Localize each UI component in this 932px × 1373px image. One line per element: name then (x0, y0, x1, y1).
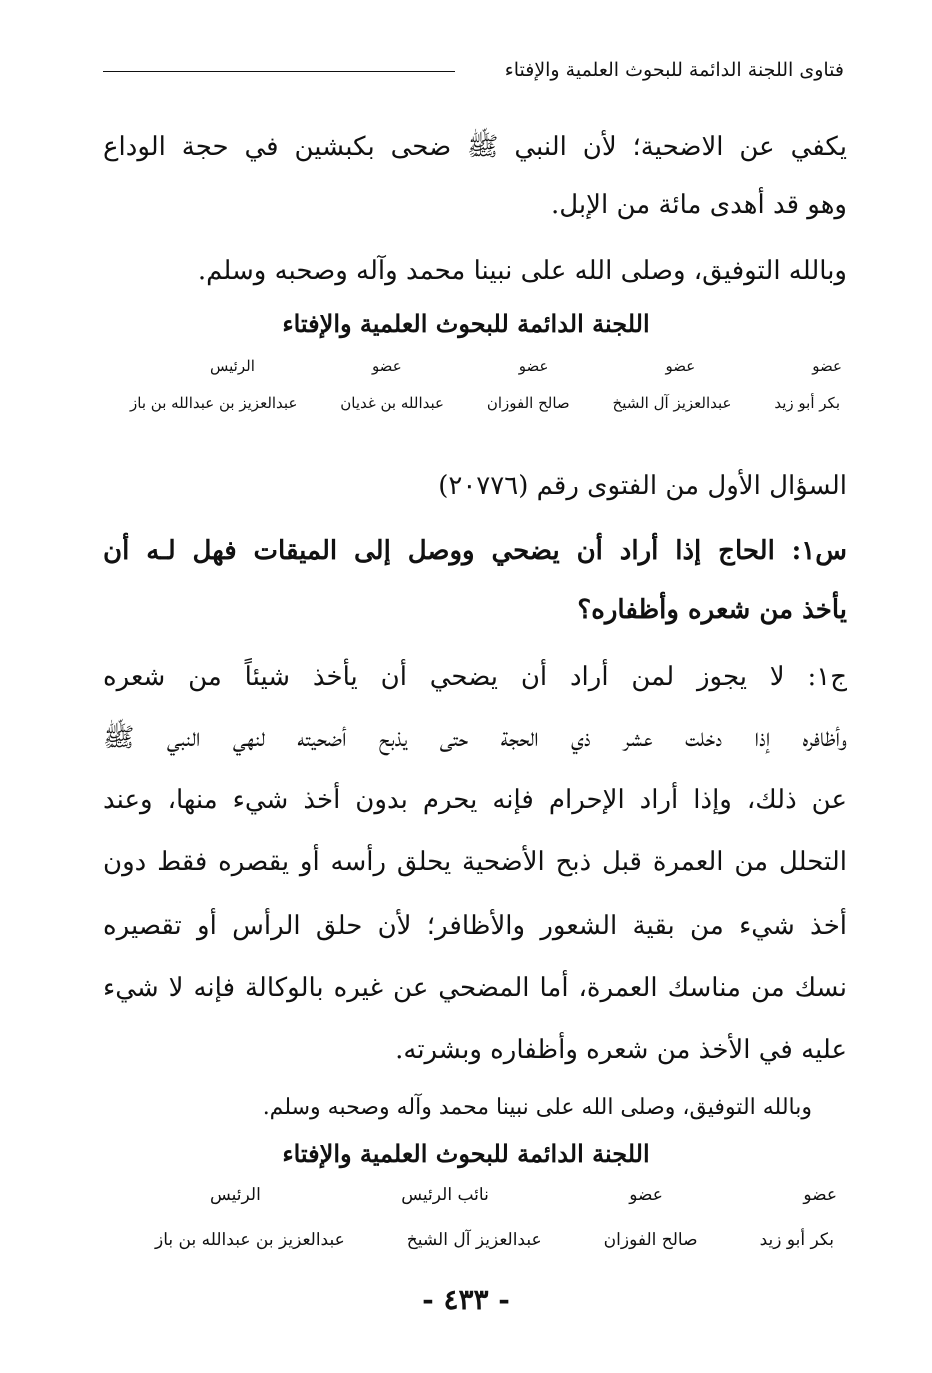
page-number: - ٤٣٣ - (422, 1283, 510, 1316)
committee-1-member-name: عبدالله بن غديان (340, 394, 444, 412)
fatwa-closing: وبالله التوفيق، وصلى الله على نبينا محمد وآله وصحبه وسلم. (262, 1095, 812, 1120)
previous-answer-line-2: وهو قد أهدى مائة من الإبل. (550, 190, 847, 220)
committee-2-president-name: عبدالعزيز بن عبدالله بن باز (155, 1230, 345, 1250)
question-line-1: س١: الحاج إذا أراد أن يضحي ووصل إلى الميقات فهل لـه أن (103, 536, 847, 566)
committee-2-roles (210, 1183, 837, 1207)
committee-title-1: اللجنة الدائمة للبحوث العلمية والإفتاء (282, 309, 650, 338)
committee-1-member-name: عبدالعزيز آل الشيخ (612, 394, 732, 412)
answer-line-6: نسك من مناسك العمرة، أما المضحي عن غيره بالوكالة فإنه لا شيء (103, 973, 847, 1003)
committee-2-role: عضو (803, 1185, 837, 1205)
committee-title-2: اللجنة الدائمة للبحوث العلمية والإفتاء (282, 1139, 650, 1168)
running-header-title: فتاوى اللجنة الدائمة للبحوث العلمية والإفتاء (504, 59, 844, 81)
fatwa-heading: السؤال الأول من الفتوى رقم (٢٠٧٧٦) (438, 471, 847, 501)
answer-line-4: التحلل من العمرة قبل ذبح الأضحية يحلق رأسه أو يقصره فقط دون (103, 847, 847, 877)
committee-1-member-name: صالح الفوزان (486, 394, 570, 412)
committee-2-role: عضو (629, 1185, 663, 1205)
committee-1-roles (210, 354, 842, 378)
committee-1-role: عضو (812, 357, 842, 375)
header-rule (103, 71, 455, 72)
committee-1-president-name: عبدالعزيز بن عبدالله بن باز (130, 394, 298, 412)
committee-1-member-name: بكر أبو زيد (774, 394, 840, 412)
committee-2-vice-president-name: عبدالعزيز آل الشيخ (406, 1230, 542, 1250)
committee-2-role-president: الرئيس (210, 1185, 261, 1205)
answer-line-1: ج١: لا يجوز لمن أراد أن يضحي أن يأخذ شيئاً من شعره (103, 662, 847, 692)
previous-answer-closing: وبالله التوفيق، وصلى الله على نبينا محمد وآله وصحبه وسلم. (197, 256, 847, 286)
answer-line-7: عليه في الأخذ من شعره وأظفاره وبشرته. (395, 1035, 847, 1065)
committee-1-role: عضو (665, 357, 696, 375)
question-line-2: يأخذ من شعره وأظفاره؟ (577, 595, 847, 625)
committee-1-names (130, 391, 840, 415)
committee-2-role-vice-president: نائب الرئيس (401, 1185, 489, 1205)
answer-line-3: عن ذلك، وإذا أراد الإحرام فإنه يحرم بدون أخذ شيء منها، وعند (103, 785, 847, 815)
answer-line-5: أخذ شيء من بقية الشعور والأظافر؛ لأن حلق الرأس أو تقصيره (103, 911, 848, 941)
committee-2-member-name: بكر أبو زيد (759, 1230, 834, 1250)
committee-1-role: عضو (371, 357, 402, 375)
committee-1-role: عضو (518, 357, 549, 375)
previous-answer-line-1: يكفي عن الاضحية؛ لأن النبي ﷺ ضحى بكبشين في حجة الوداع (103, 132, 847, 162)
answer-line-2: وأظافره إذا دخلت عشر ذي الحجة حتى يذبح أضحيته لنهي النبي ﷺ (103, 723, 847, 753)
committee-2-names (155, 1228, 834, 1252)
committee-2-member-name: صالح الفوزان (603, 1230, 698, 1250)
committee-1-role-president: الرئيس (210, 357, 255, 375)
